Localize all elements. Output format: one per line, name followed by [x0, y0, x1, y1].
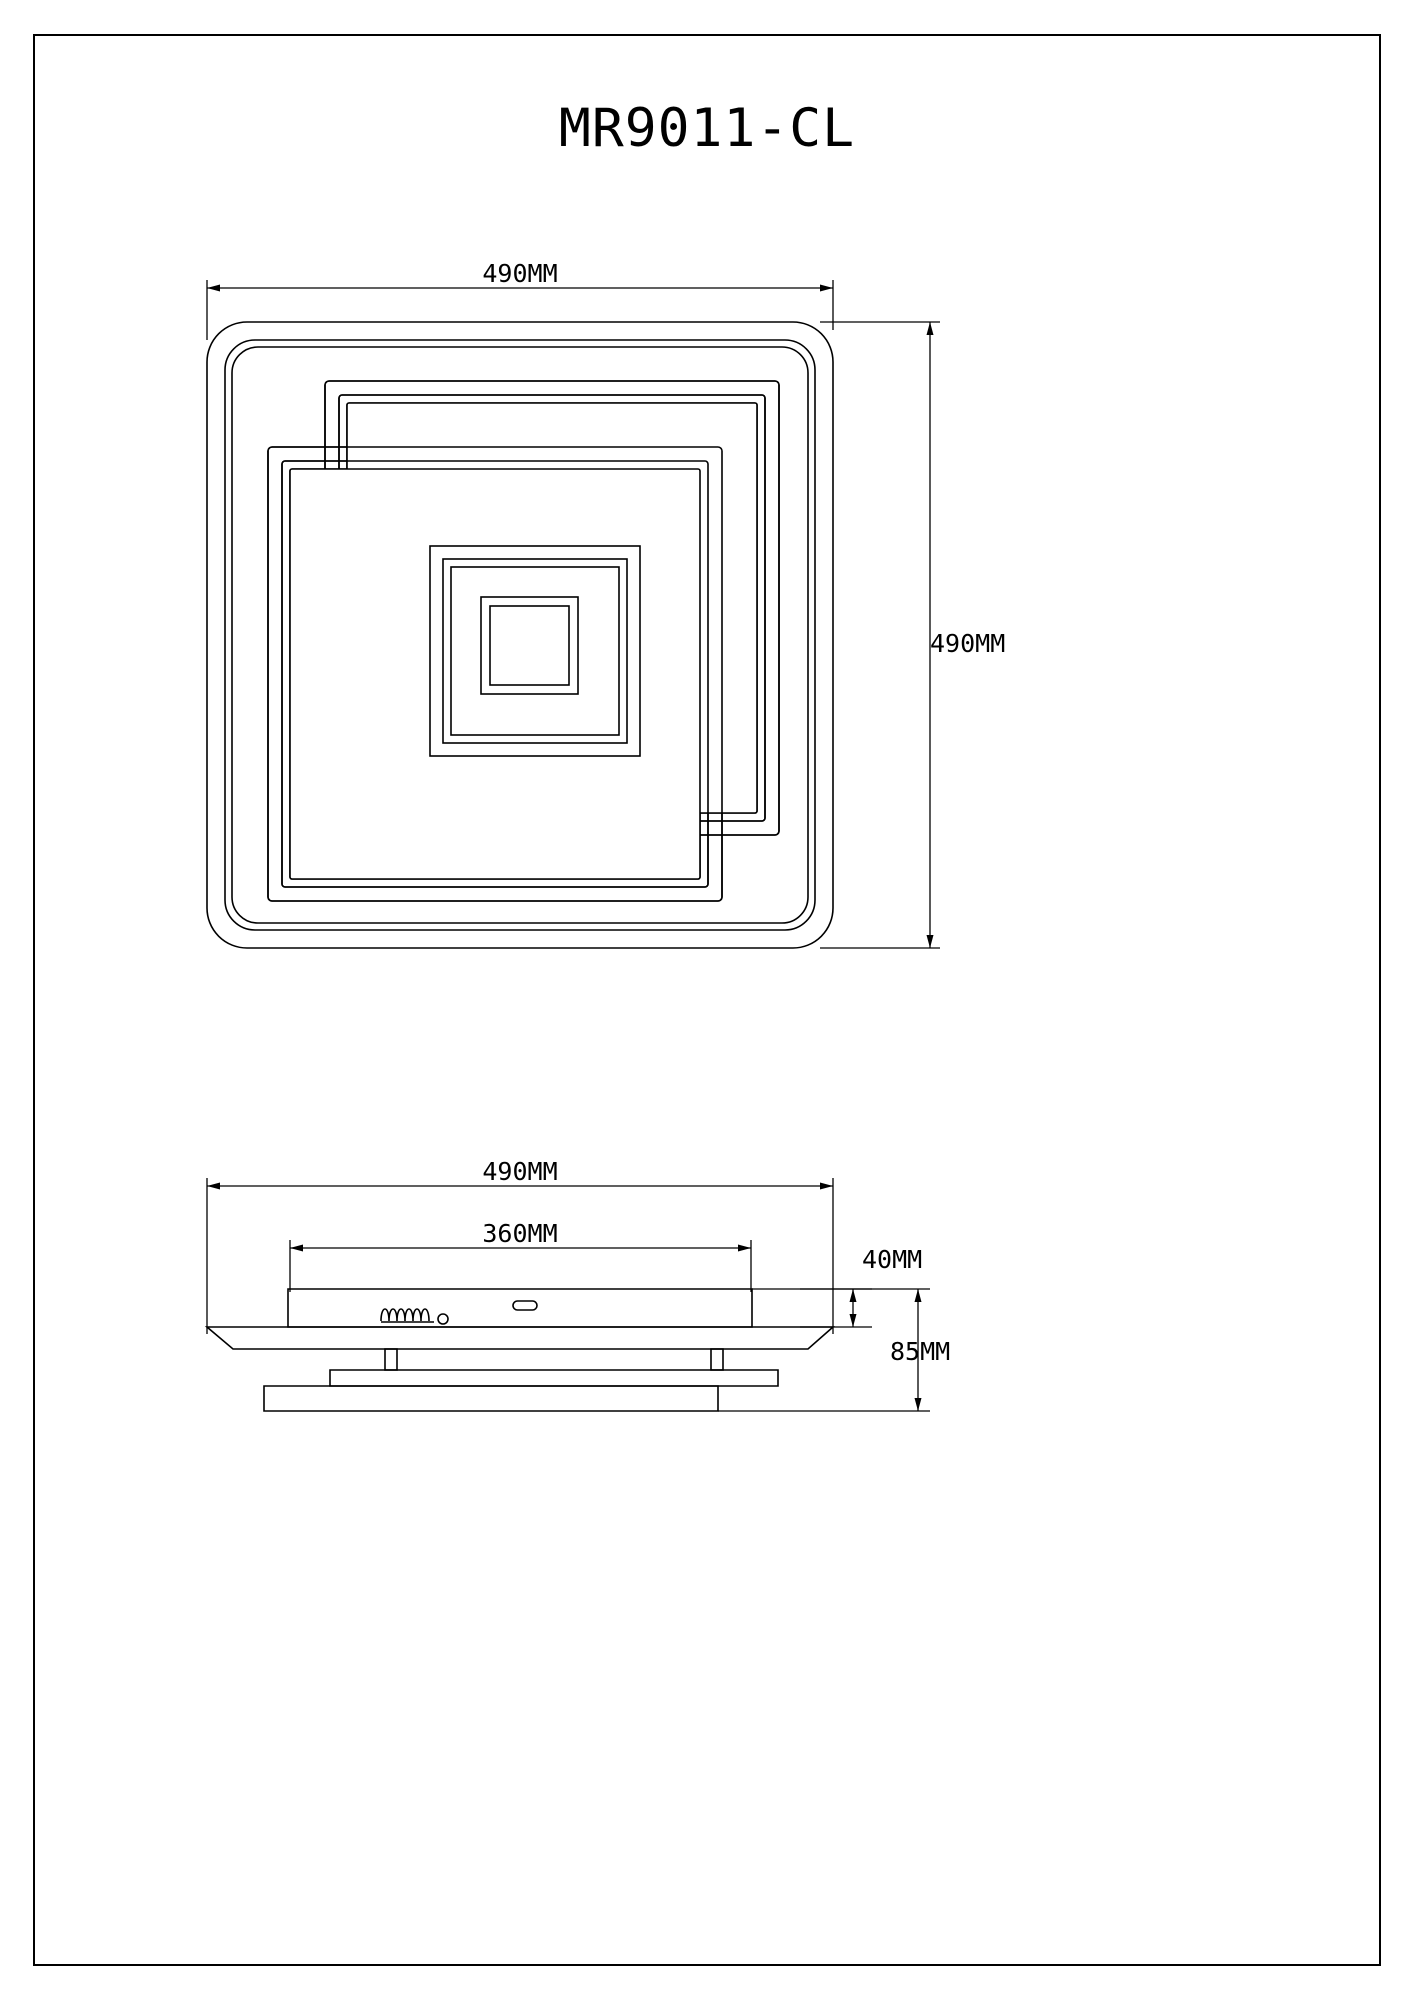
- top-view-height-dimension: [820, 322, 940, 948]
- top-height-label: 490MM: [930, 629, 1006, 658]
- mount-post-right: [711, 1349, 723, 1370]
- side-flange: [207, 1327, 833, 1349]
- coil-endpoint: [438, 1314, 448, 1324]
- top-width-label: 490MM: [482, 259, 558, 288]
- coil-detail: [381, 1309, 429, 1321]
- mount-post-left: [385, 1349, 397, 1370]
- mount-bracket-upper: [330, 1370, 778, 1386]
- side-body-height-label: 40MM: [862, 1245, 923, 1274]
- top-view-group: [207, 322, 833, 948]
- side-width-label: 490MM: [482, 1157, 558, 1186]
- side-body-slot: [513, 1301, 537, 1310]
- page-title: MR9011-CL: [558, 98, 856, 159]
- center-square-fill: [481, 597, 578, 694]
- side-inner-width-label: 360MM: [482, 1219, 558, 1248]
- top-view-width-dimension: [207, 280, 833, 340]
- side-view-body-height-dimension: [752, 1289, 872, 1327]
- side-view-group: [207, 1289, 833, 1411]
- side-body: [288, 1289, 752, 1327]
- side-total-height-label: 85MM: [890, 1337, 951, 1366]
- mount-bracket-lower: [264, 1386, 718, 1411]
